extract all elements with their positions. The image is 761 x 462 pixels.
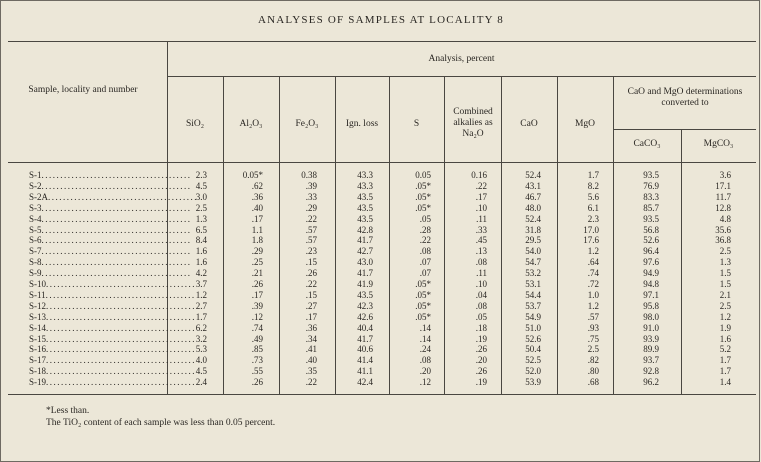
table-cell-alk: .08 [475, 257, 487, 267]
table-cell-caco3: 93.5 [643, 214, 659, 224]
sample-column-header: Sample, locality and number [28, 85, 138, 95]
table-cell-fe2o3: .36 [305, 323, 317, 333]
table-cell-sio2: 3.0 [195, 192, 207, 202]
table-cell-ign: 41.7 [357, 334, 373, 344]
table-cell-s: .14 [419, 323, 431, 333]
table-cell-mgo: .80 [587, 366, 599, 376]
table-cell-sio2: 4.0 [195, 355, 207, 365]
table-cell-fe2o3: .23 [305, 246, 317, 256]
ign-loss-header: Ign. loss [345, 119, 379, 129]
row-sample-label: S-9........................................ [29, 268, 192, 278]
table-cell-sio2: 1.6 [195, 246, 207, 256]
leader-dots: ........................................ [41, 246, 192, 256]
table-cell-mgco3: 2.5 [719, 301, 731, 311]
table-cell-al2o3: .49 [251, 334, 263, 344]
table-cell-alk: 0.16 [471, 170, 487, 180]
table-cell-caco3: 93.9 [643, 334, 659, 344]
caco3-header: CaCO₃ [633, 139, 661, 149]
table-cell-fe2o3: .17 [305, 312, 317, 322]
table-cell-ign: 41.7 [357, 268, 373, 278]
table-cell-mgco3: 4.8 [719, 214, 731, 224]
table-cell-fe2o3: .57 [305, 235, 317, 245]
table-cell-mgo: 1.7 [587, 170, 599, 180]
table-cell-s: .05* [415, 192, 431, 202]
table-cell-s: .08 [419, 355, 431, 365]
leader-dots: ........................................ [46, 334, 197, 344]
table-cell-cao: 29.5 [525, 235, 541, 245]
footnote-tio2: The TiO₂ content of each sample was less than 0.05 percent. [46, 418, 276, 428]
table-cell-mgco3: 36.8 [715, 235, 731, 245]
table-cell-caco3: 56.8 [643, 225, 659, 235]
table-cell-ign: 43.5 [357, 203, 373, 213]
table-cell-mgco3: 1.9 [719, 323, 731, 333]
table-cell-sio2: 2.4 [195, 377, 207, 387]
table-cell-mgo: 1.2 [587, 301, 599, 311]
table-cell-cao: 53.7 [525, 301, 541, 311]
table-cell-s: .24 [419, 344, 431, 354]
table-cell-alk: .33 [475, 225, 487, 235]
table-cell-alk: .19 [475, 334, 487, 344]
table-cell-sio2: 1.3 [195, 214, 207, 224]
s-header: S [413, 119, 420, 129]
table-cell-alk: .11 [476, 214, 487, 224]
table-cell-sio2: 2.5 [195, 203, 207, 213]
table-cell-al2o3: .26 [251, 279, 263, 289]
table-cell-cao: 50.4 [525, 344, 541, 354]
table-cell-cao: 48.0 [525, 203, 541, 213]
table-cell-ign: 40.6 [357, 344, 373, 354]
table-cell-al2o3: .40 [251, 203, 263, 213]
table-cell-mgco3: 1.6 [719, 334, 731, 344]
leader-dots: ........................................ [46, 279, 197, 289]
table-cell-al2o3: .74 [251, 323, 263, 333]
table-cell-mgo: .57 [587, 312, 599, 322]
table-cell-caco3: 94.8 [643, 279, 659, 289]
table-cell-s: .08 [419, 246, 431, 256]
table-cell-mgo: 1.2 [587, 246, 599, 256]
table-cell-caco3: 98.0 [643, 312, 659, 322]
table-cell-fe2o3: .35 [305, 366, 317, 376]
table-cell-s: .12 [419, 377, 431, 387]
table-cell-mgo: 5.6 [587, 192, 599, 202]
al2o3-header: Al₂O₃ [239, 119, 263, 129]
table-cell-cao: 52.0 [525, 366, 541, 376]
table-cell-s: .07 [419, 268, 431, 278]
table-cell-cao: 52.5 [525, 355, 541, 365]
table-cell-alk: .11 [476, 268, 487, 278]
table-cell-caco3: 76.9 [643, 181, 659, 191]
table-cell-alk: .20 [475, 355, 487, 365]
table-cell-cao: 54.7 [525, 257, 541, 267]
table-cell-s: .05* [415, 290, 431, 300]
table-cell-sio2: 4.5 [195, 181, 207, 191]
table-cell-fe2o3: .40 [305, 355, 317, 365]
table-cell-alk: .22 [475, 181, 487, 191]
table-cell-cao: 54.9 [525, 312, 541, 322]
table-cell-mgo: 2.5 [587, 344, 599, 354]
leader-dots: ........................................ [46, 344, 197, 354]
table-cell-mgco3: 1.4 [719, 377, 731, 387]
table-cell-cao: 51.0 [525, 323, 541, 333]
table-cell-ign: 43.3 [357, 181, 373, 191]
table-cell-fe2o3: .26 [305, 268, 317, 278]
table-cell-al2o3: .73 [251, 355, 263, 365]
leader-dots: ........................................ [45, 290, 196, 300]
row-sample-label: S-17........................................ [29, 355, 197, 365]
table-cell-alk: .26 [475, 344, 487, 354]
table-cell-cao: 53.1 [525, 279, 541, 289]
table-cell-cao: 53.2 [525, 268, 541, 278]
table-cell-caco3: 83.3 [643, 192, 659, 202]
sio2-header: SiO₂ [185, 119, 205, 129]
table-cell-cao: 52.4 [525, 170, 541, 180]
table-cell-ign: 41.4 [357, 355, 373, 365]
table-cell-al2o3: .39 [251, 301, 263, 311]
table-cell-mgo: .64 [587, 257, 599, 267]
table-cell-mgo: 17.6 [583, 235, 599, 245]
leader-dots: ........................................ [46, 366, 197, 376]
table-cell-al2o3: .25 [251, 257, 263, 267]
leader-dots: ........................................ [41, 268, 192, 278]
table-cell-sio2: 4.5 [195, 366, 207, 376]
row-sample-label: S-18........................................ [29, 366, 197, 376]
table-cell-cao: 31.8 [525, 225, 541, 235]
table-cell-fe2o3: .39 [305, 181, 317, 191]
table-cell-ign: 42.7 [357, 246, 373, 256]
table-cell-mgco3: 11.7 [715, 192, 731, 202]
table-cell-caco3: 91.0 [643, 323, 659, 333]
table-cell-cao: 54.0 [525, 246, 541, 256]
table-cell-caco3: 97.1 [643, 290, 659, 300]
table-cell-caco3: 52.6 [643, 235, 659, 245]
table-cell-fe2o3: .29 [305, 203, 317, 213]
table-cell-mgco3: 3.6 [719, 170, 731, 180]
table-cell-s: .22 [419, 235, 431, 245]
row-sample-label: S-8........................................ [29, 257, 192, 267]
table-cell-fe2o3: .15 [305, 290, 317, 300]
table-cell-ign: 43.5 [357, 214, 373, 224]
table-cell-alk: .04 [475, 290, 487, 300]
table-cell-sio2: 5.3 [195, 344, 207, 354]
table-cell-alk: .18 [475, 323, 487, 333]
table-cell-s: .05* [415, 312, 431, 322]
table-cell-caco3: 85.7 [643, 203, 659, 213]
table-cell-mgo: 17.0 [583, 225, 599, 235]
table-cell-sio2: 2.3 [195, 170, 207, 180]
table-cell-caco3: 95.8 [643, 301, 659, 311]
table-cell-mgco3: 1.7 [719, 366, 731, 376]
table-cell-s: .05* [415, 203, 431, 213]
table-cell-ign: 41.9 [357, 279, 373, 289]
table-cell-cao: 54.4 [525, 290, 541, 300]
table-cell-al2o3: .21 [251, 268, 263, 278]
table-cell-mgco3: 17.1 [715, 181, 731, 191]
table-cell-ign: 42.8 [357, 225, 373, 235]
table-cell-fe2o3: .41 [305, 344, 317, 354]
table-cell-al2o3: .29 [251, 246, 263, 256]
table-cell-al2o3: .62 [251, 181, 263, 191]
table-cell-mgo: .93 [587, 323, 599, 333]
header-bottom-rule [8, 162, 756, 163]
table-cell-cao: 46.7 [525, 192, 541, 202]
table-cell-ign: 40.4 [357, 323, 373, 333]
table-cell-al2o3: .26 [251, 377, 263, 387]
mgo-header: MgO [574, 119, 596, 129]
table-cell-sio2: 8.4 [195, 235, 207, 245]
table-cell-sio2: 6.5 [195, 225, 207, 235]
table-cell-caco3: 92.8 [643, 366, 659, 376]
table-cell-mgo: .72 [587, 279, 599, 289]
leader-dots: ........................................ [46, 355, 197, 365]
table-cell-al2o3: .17 [251, 290, 263, 300]
table-cell-fe2o3: .22 [305, 377, 317, 387]
leader-dots: ........................................ [41, 235, 192, 245]
table-cell-caco3: 97.6 [643, 257, 659, 267]
determinations-group-header: CaO and MgO determinations converted to [627, 87, 743, 108]
table-cell-ign: 43.5 [357, 290, 373, 300]
table-cell-caco3: 94.9 [643, 268, 659, 278]
table-cell-caco3: 89.9 [643, 344, 659, 354]
table-cell-ign: 41.7 [357, 235, 373, 245]
leader-dots: ........................................ [46, 323, 197, 333]
leader-dots: ........................................ [41, 225, 192, 235]
table-cell-fe2o3: 0.38 [301, 170, 317, 180]
table-cell-sio2: 6.2 [195, 323, 207, 333]
bottom-rule [8, 394, 756, 395]
table-cell-ign: 42.4 [357, 377, 373, 387]
table-cell-cao: 53.9 [525, 377, 541, 387]
table-cell-alk: .10 [475, 279, 487, 289]
table-cell-caco3: 93.7 [643, 355, 659, 365]
table-cell-sio2: 1.7 [195, 312, 207, 322]
table-cell-fe2o3: .57 [305, 225, 317, 235]
analysis-group-header: Analysis, percent [428, 54, 495, 64]
row-sample-label: S-13........................................ [29, 312, 197, 322]
table-cell-s: .28 [419, 225, 431, 235]
row-sample-label: S-19........................................ [29, 377, 197, 387]
row-sample-label: S-3........................................ [29, 203, 192, 213]
alkalies-header: Combined alkalies as Na₂O [453, 107, 493, 139]
top-rule [8, 41, 756, 42]
table-cell-caco3: 96.4 [643, 246, 659, 256]
table-cell-mgo: .82 [587, 355, 599, 365]
table-cell-al2o3: 1.8 [251, 235, 263, 245]
table-cell-al2o3: .17 [251, 214, 263, 224]
table-cell-sio2: 3.7 [195, 279, 207, 289]
leader-dots: ........................................ [46, 312, 197, 322]
table-cell-mgo: .75 [587, 334, 599, 344]
leader-dots: ........................................ [46, 301, 197, 311]
table-cell-fe2o3: .22 [305, 279, 317, 289]
table-cell-s: 0.05 [415, 170, 431, 180]
table-cell-fe2o3: .27 [305, 301, 317, 311]
leader-dots: ........................................ [48, 192, 199, 202]
table-cell-fe2o3: .15 [305, 257, 317, 267]
det-rule [613, 129, 756, 130]
table-cell-mgo: 2.3 [587, 214, 599, 224]
row-sample-label: S-5........................................ [29, 225, 192, 235]
table-cell-cao: 52.4 [525, 214, 541, 224]
table-cell-mgco3: 1.3 [719, 257, 731, 267]
table-cell-ign: 42.3 [357, 301, 373, 311]
table-cell-alk: .13 [475, 246, 487, 256]
table-cell-alk: .19 [475, 377, 487, 387]
table-cell-fe2o3: .33 [305, 192, 317, 202]
table-cell-al2o3: .55 [251, 366, 263, 376]
table-cell-sio2: 1.2 [195, 290, 207, 300]
table-cell-alk: .08 [475, 301, 487, 311]
leader-dots: ........................................ [41, 257, 192, 267]
table-cell-alk: .17 [475, 192, 487, 202]
table-cell-mgco3: 12.8 [715, 203, 731, 213]
table-cell-s: .05 [419, 214, 431, 224]
table-cell-al2o3: .36 [251, 192, 263, 202]
table-cell-al2o3: .12 [251, 312, 263, 322]
table-cell-s: .07 [419, 257, 431, 267]
table-cell-caco3: 96.2 [643, 377, 659, 387]
table-cell-alk: .26 [475, 366, 487, 376]
table-cell-mgo: 8.2 [587, 181, 599, 191]
table-cell-mgco3: 5.2 [719, 344, 731, 354]
table-cell-cao: 52.6 [525, 334, 541, 344]
table-cell-alk: .10 [475, 203, 487, 213]
row-sample-label: S-16........................................ [29, 344, 197, 354]
leader-dots: ........................................ [46, 377, 197, 387]
table-cell-mgo: 1.0 [587, 290, 599, 300]
table-cell-s: .05* [415, 181, 431, 191]
table-cell-alk: .05 [475, 312, 487, 322]
table-cell-alk: .45 [475, 235, 487, 245]
row-sample-label: S-4........................................ [29, 214, 192, 224]
cao-header: CaO [520, 119, 538, 129]
leader-dots: ........................................ [41, 214, 192, 224]
table-cell-s: .14 [419, 334, 431, 344]
table-cell-ign: 41.1 [357, 366, 373, 376]
row-sample-label: S-12........................................ [29, 301, 197, 311]
table-cell-mgco3: 1.7 [719, 355, 731, 365]
table-cell-al2o3: .85 [251, 344, 263, 354]
table-cell-al2o3: 0.05* [242, 170, 263, 180]
row-sample-label: S-7........................................ [29, 246, 192, 256]
table-cell-sio2: 2.7 [195, 301, 207, 311]
leader-dots: ........................................ [41, 181, 192, 191]
table-cell-al2o3: 1.1 [251, 225, 263, 235]
row-sample-label: S-1........................................ [29, 170, 192, 180]
table-cell-caco3: 93.5 [643, 170, 659, 180]
table-cell-mgo: 6.1 [587, 203, 599, 213]
row-sample-label: S-10........................................ [29, 279, 197, 289]
mgco3-header: MgCO₃ [703, 139, 734, 149]
table-cell-s: .05* [415, 301, 431, 311]
table-cell-mgo: .74 [587, 268, 599, 278]
table-cell-sio2: 4.2 [195, 268, 207, 278]
table-cell-sio2: 3.2 [195, 334, 207, 344]
row-sample-label: S-14........................................ [29, 323, 197, 333]
table-cell-fe2o3: .22 [305, 214, 317, 224]
table-cell-mgco3: 2.5 [719, 246, 731, 256]
footnote-less-than: *Less than. [46, 406, 90, 416]
table-cell-mgco3: 1.5 [719, 268, 731, 278]
table-cell-mgco3: 35.6 [715, 225, 731, 235]
table-cell-s: .20 [419, 366, 431, 376]
table-cell-s: .05* [415, 279, 431, 289]
table-cell-cao: 43.1 [525, 181, 541, 191]
table-cell-mgco3: 2.1 [719, 290, 731, 300]
table-cell-ign: 43.5 [357, 192, 373, 202]
table-cell-ign: 43.0 [357, 257, 373, 267]
table-cell-mgco3: 1.2 [719, 312, 731, 322]
row-sample-label: S-6........................................ [29, 235, 192, 245]
leader-dots: ........................................ [41, 170, 192, 180]
table-cell-mgco3: 1.5 [719, 279, 731, 289]
row-sample-label: S-2........................................ [29, 181, 192, 191]
table-cell-sio2: 1.6 [195, 257, 207, 267]
leader-dots: ........................................ [41, 203, 192, 213]
analysis-rule [167, 76, 756, 77]
table-cell-mgo: .68 [587, 377, 599, 387]
table-title: ANALYSES OF SAMPLES AT LOCALITY 8 [258, 14, 504, 26]
row-sample-label: S-15........................................ [29, 334, 197, 344]
table-cell-ign: 42.6 [357, 312, 373, 322]
table-cell-fe2o3: .34 [305, 334, 317, 344]
table-cell-ign: 43.3 [357, 170, 373, 180]
row-sample-label: S-2A........................................ [29, 192, 199, 202]
row-sample-label: S-11........................................ [29, 290, 196, 300]
fe2o3-header: Fe₂O₃ [295, 119, 319, 129]
